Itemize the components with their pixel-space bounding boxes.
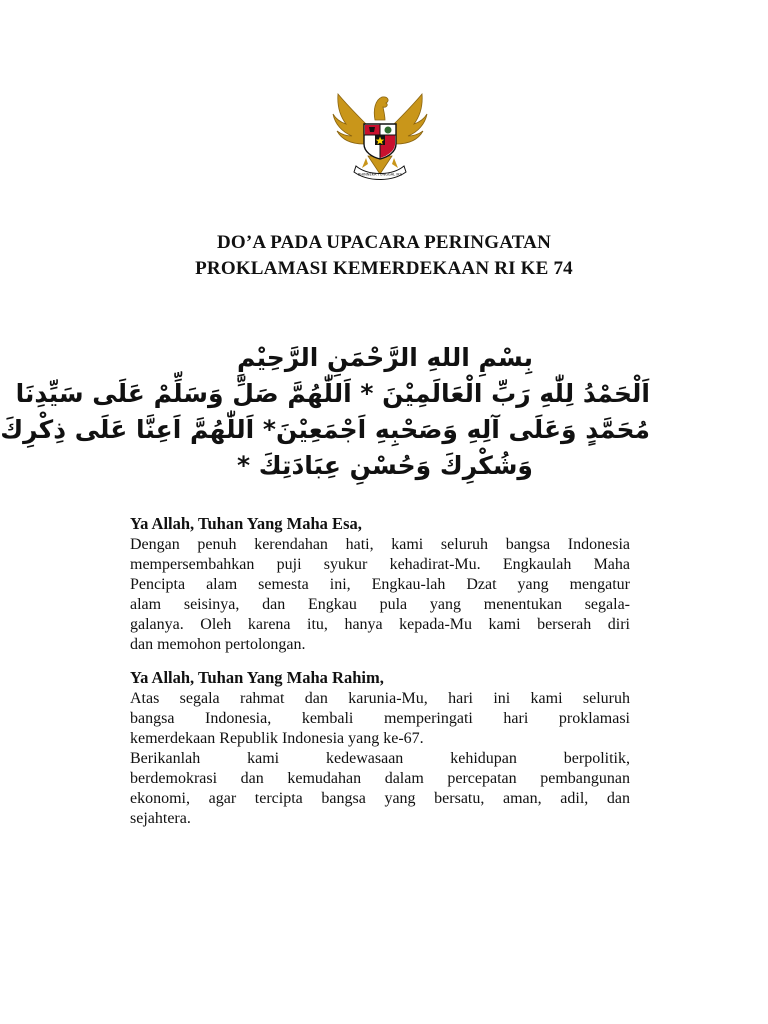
garuda-head: [374, 97, 388, 120]
text-line: ekonomi, agar tercipta bangsa yang bersatu, aman, adil, dan: [130, 790, 630, 807]
arabic-line: مُحَمَّدٍ وَعَلَى آلِهِ وَصَحْبِهِ اَجْمَعِيْنَ* اَللّٰهُمَّ اَعِنَّا عَلَى ذِكْرِكَ: [0, 415, 650, 444]
arabic-line: وَشُكْرِكَ وَحُسْنِ عِبَادَتِكَ *: [237, 451, 533, 480]
left-wing: [333, 94, 368, 144]
prayer-body: [130, 513, 630, 841]
right-wing: [392, 94, 427, 144]
arabic-line: بِسْمِ اللهِ الرَّحْمَنِ الرَّحِيْمِ: [237, 343, 533, 372]
text-line: mempersembahkan puji syukur kehadirat-Mu. Engkaulah Maha: [130, 556, 630, 573]
text-line: Atas segala rahmat dan karunia-Mu, hari ini kami seluruh: [130, 690, 630, 707]
text-line: dan memohon pertolongan.: [130, 636, 306, 653]
motto-text: BHINNEKA TUNGGAL IKA: [357, 172, 403, 177]
arabic-prayer: [0, 340, 650, 484]
paragraph-maha-esa: [130, 513, 630, 655]
text-line: Pencipta alam semesta ini, Engkau-lah Dzat yang mengatur: [130, 576, 630, 593]
text-line: berdemokrasi dan kemudahan dalam percepatan pembangunan: [130, 770, 630, 787]
text-line: alam seisinya, dan Engkau pula yang menentukan segala-: [130, 596, 630, 613]
text-line: Berikanlah kami kedewasaan kehidupan berpolitik,: [130, 750, 630, 767]
bull-head-icon: [369, 127, 375, 132]
text-line: bangsa Indonesia, kembali memperingati hari proklamasi: [130, 710, 630, 727]
document-title: [0, 230, 768, 282]
paragraph-heading: Ya Allah, Tuhan Yang Maha Esa,: [130, 514, 362, 533]
title-line-1: DO’A PADA UPACARA PERINGATAN: [216, 232, 552, 253]
paragraph-heading: Ya Allah, Tuhan Yang Maha Rahim,: [130, 668, 384, 687]
arabic-line: اَلْحَمْدُ لِلّٰهِ رَبِّ الْعَالَمِيْنَ * اَللّٰهُمَّ صَلِّ وَسَلِّمْ عَلَى سَيِّدِنَا: [15, 379, 650, 408]
text-line: galanya. Oleh karena itu, hanya kepada-Mu kami berserah diri: [130, 616, 630, 633]
title-line-2: PROKLAMASI KEMERDEKAAN RI KE 74: [195, 258, 573, 279]
garuda-pancasila-emblem: [328, 86, 432, 186]
text-line: kemerdekaan Republik Indonesia yang ke-67.: [130, 730, 424, 747]
text-line: Dengan penuh kerendahan hati, kami seluruh bangsa Indonesia: [130, 536, 630, 553]
paragraph-maha-rahim: [130, 667, 630, 829]
text-line: sejahtera.: [130, 810, 191, 827]
banyan-tree-icon: [385, 127, 392, 134]
